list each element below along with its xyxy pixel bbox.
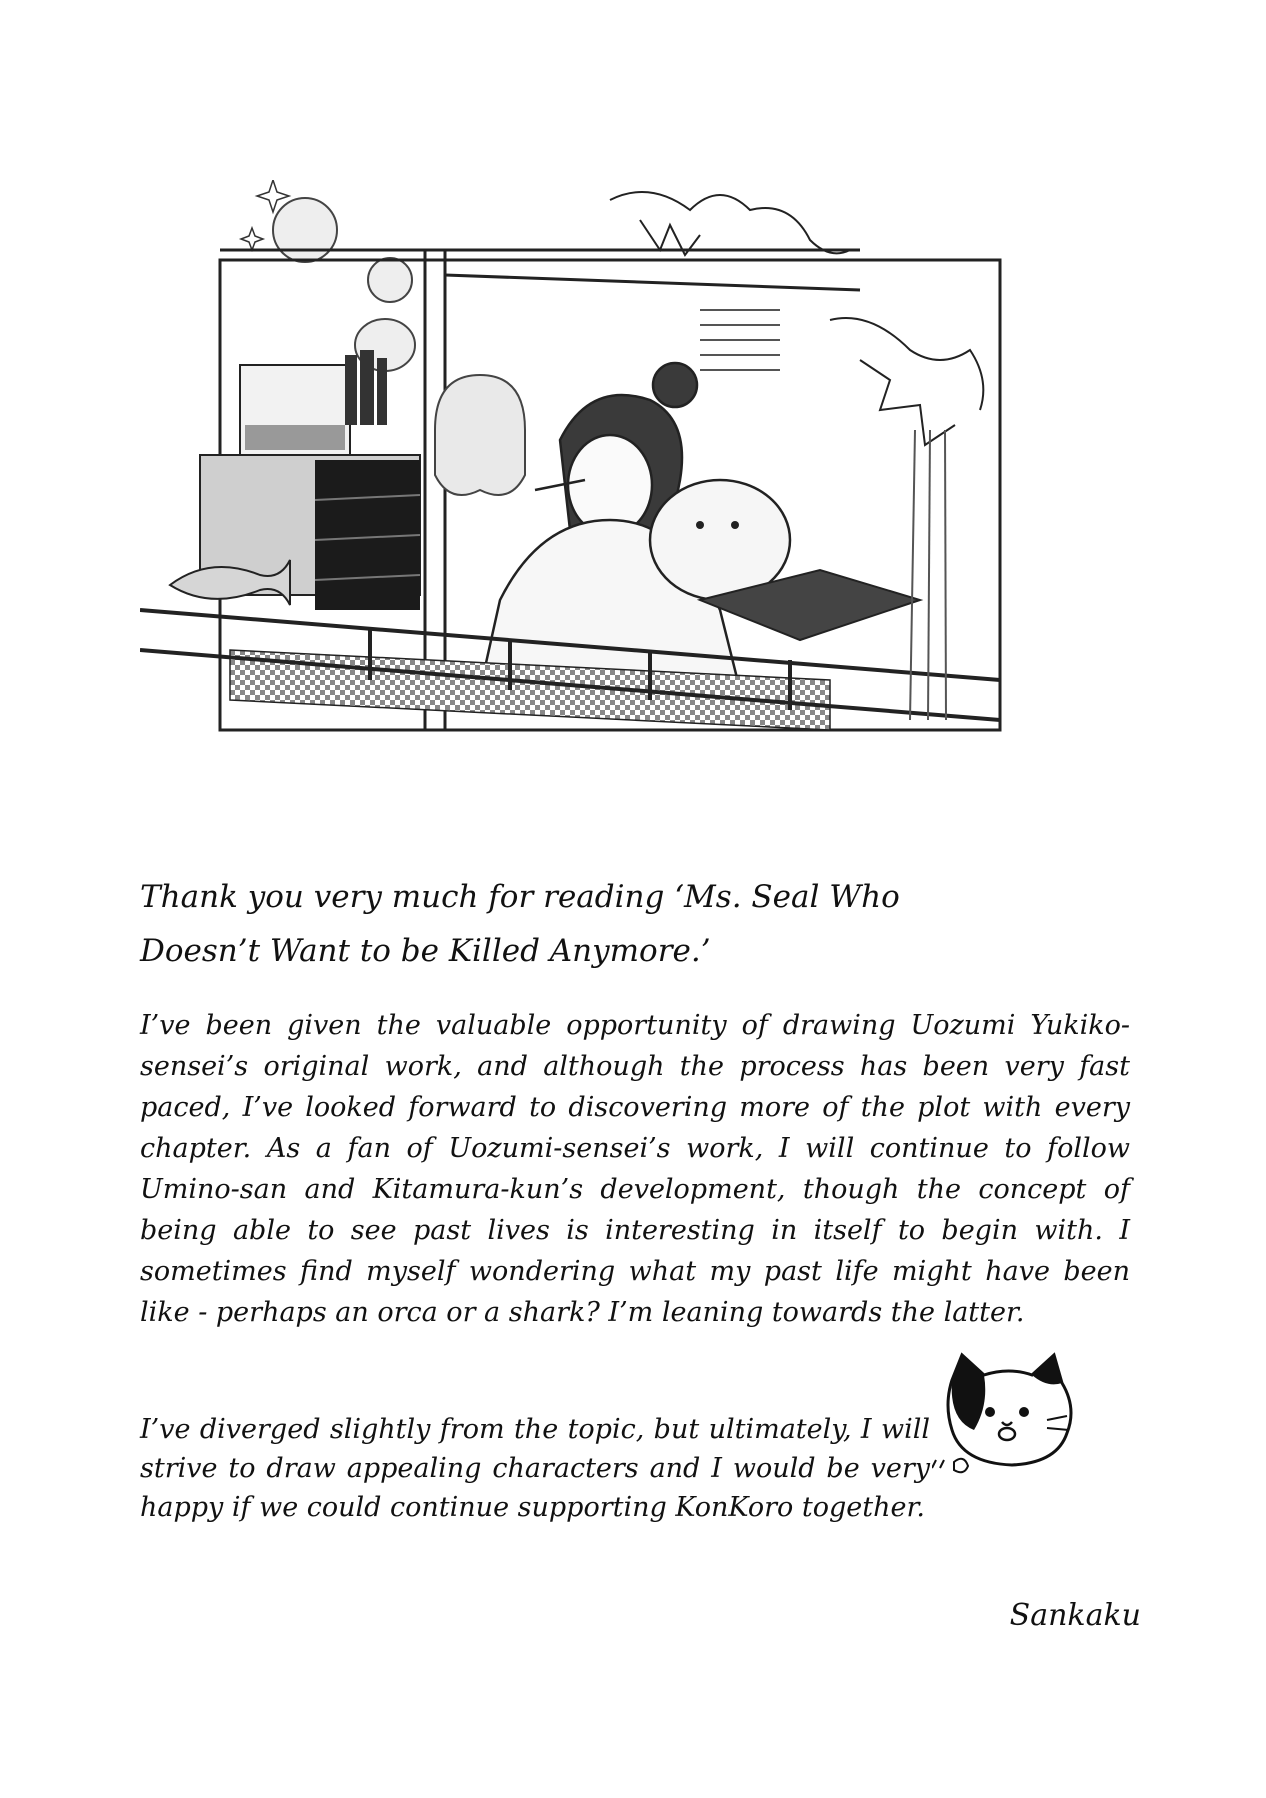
main-paragraph	[140, 1005, 1130, 1333]
closing-paragraph	[140, 1410, 930, 1527]
closing-paragraph-text: I’ve diverged slightly from the topic, but ultimately, I will strive to draw appealing characters and I would be very happy if we could continue supporting KonKoro together.	[140, 1414, 930, 1523]
author-signature: Sankaku	[1009, 1598, 1141, 1633]
cat-doodle-icon	[932, 1350, 1082, 1490]
apartment-balcony-illustration	[140, 180, 1130, 860]
main-paragraph-text: I’ve been given the valuable opportunity of drawing Uozumi Yukiko-sensei’s original work, and although the process has been very fast paced, I’ve looked forward to discovering more of the plot with every chapter. As a fan of Uozumi-sensei’s work, I will continue to follow Umino-san and Kitamura-kun’s development, though the concept of being able to see past lives is interesting in itself to begin with. I sometimes find myself wondering what my past life might have been like - perhaps an orca or a shark? I’m leaning towards the latter.	[140, 1010, 1130, 1328]
thanks-paragraph	[140, 870, 920, 978]
thanks-text: Thank you very much for reading ‘Ms. Seal Who Doesn’t Want to be Killed Anymore.’	[140, 879, 900, 969]
